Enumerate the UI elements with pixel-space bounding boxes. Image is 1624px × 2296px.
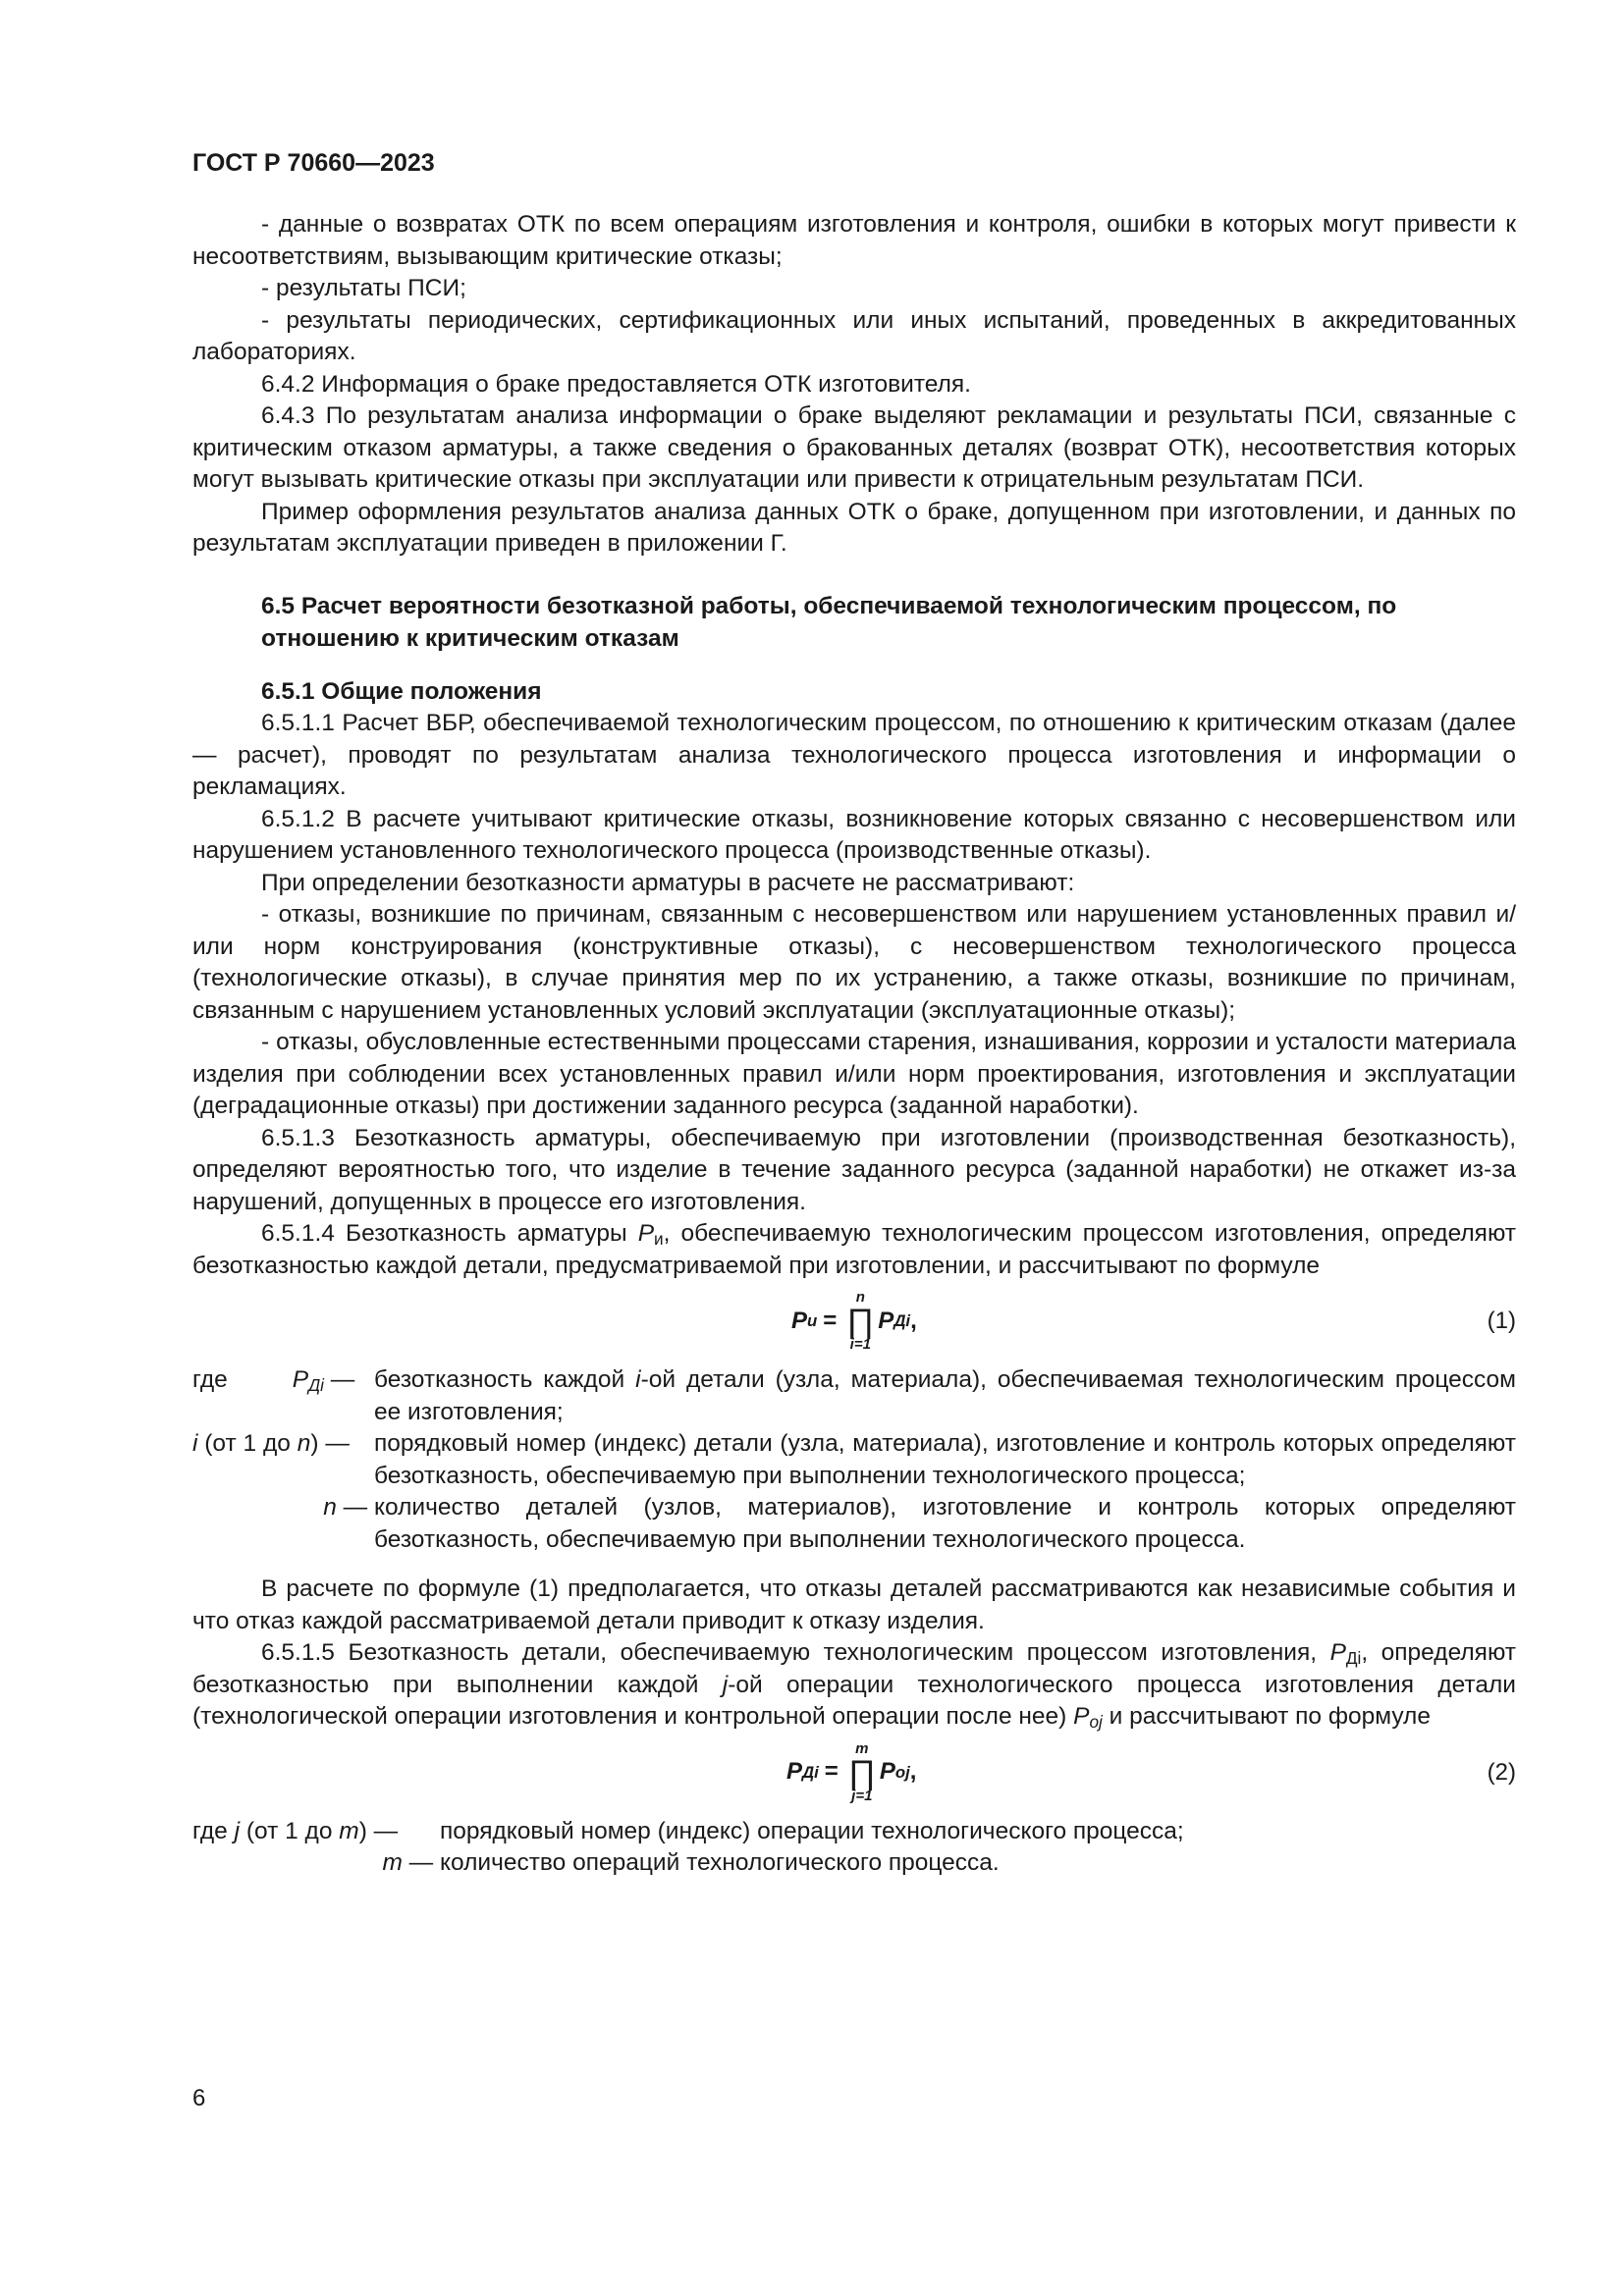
symbol-subscript: и bbox=[654, 1229, 664, 1249]
product-upper-limit: n bbox=[855, 1289, 865, 1306]
paragraph bbox=[192, 1218, 1516, 1282]
formula-1 bbox=[192, 1282, 1516, 1361]
section-heading: 6.5 Расчет вероятности безотказной работы, обеспечиваемой технологическим процессом, по отношению к критическим отказам bbox=[261, 592, 1397, 652]
symbol: n bbox=[323, 1494, 337, 1521]
where-text-part: безотказность каждой bbox=[374, 1366, 636, 1393]
dash: — bbox=[336, 1494, 374, 1521]
dash: — bbox=[318, 1430, 356, 1457]
formula-number: (2) bbox=[1487, 1758, 1516, 1786]
symbol: P bbox=[637, 1220, 655, 1247]
product-lower-limit: j=1 bbox=[851, 1787, 873, 1804]
list-item: - данные о возвратах ОТК по всем операциям изготовления и контроля, ошибки в которых могут привести к несоответствиям, вызывающим критические отказы; bbox=[192, 211, 1516, 270]
where-text: количество деталей (узлов, материалов), изготовление и контроль которых определяют безотказность, обеспечиваемую при выполнении технологического процесса. bbox=[374, 1494, 1516, 1553]
symbol: P bbox=[1073, 1703, 1090, 1730]
symbol: n bbox=[297, 1430, 311, 1457]
where-label bbox=[192, 1847, 440, 1880]
where-text bbox=[374, 1364, 1516, 1428]
list-item: - результаты ПСИ; bbox=[261, 275, 466, 301]
formula-expression: P и = n ∏ i=1 P Дi , bbox=[791, 1289, 917, 1353]
paragraph: 6.4.3 По результатам анализа информации о браке выделяют рекламации и результаты ПСИ, связанные с критическим отказом арматуры, а также сведения о бракованных деталях (возврат ОТК), несоответствия которых могут вызывать критические отказы при эксплуатации или привести к отрицательным результатам ПСИ. bbox=[192, 402, 1516, 493]
where-text: порядковый номер (индекс) детали (узла, материала), изготовление и контроль которых определяют безотказность, обеспечиваемую при выполнении технологического процесса; bbox=[374, 1430, 1516, 1489]
range-text: ) bbox=[358, 1817, 367, 1844]
page-number: 6 bbox=[192, 2085, 206, 2111]
where-text-part: -ой детали (узла, материала), обеспечиваемая технологическим процессом ее изготовления; bbox=[374, 1366, 1516, 1425]
formula-comma: , bbox=[910, 1307, 917, 1334]
where-label bbox=[192, 1492, 374, 1524]
symbol: P bbox=[292, 1366, 309, 1393]
symbol: i bbox=[192, 1430, 198, 1457]
symbol: j bbox=[722, 1671, 729, 1698]
where-word: где bbox=[192, 1817, 235, 1844]
paragraph-text: и рассчитывают по формуле bbox=[1102, 1703, 1431, 1730]
where-row bbox=[192, 1492, 1516, 1556]
list-item: - отказы, обусловленные естественными процессами старения, изнашивания, коррозии и усталости материала изделия при соблюдении всех установленных правил и/или норм проектирования, изготовления и эксплуатации (деградационные отказы) при достижении заданного ресурса (заданной наработки). bbox=[192, 1029, 1516, 1119]
paragraph-text: 6.5.1.4 Безотказность арматуры bbox=[261, 1220, 638, 1247]
paragraph: 6.5.1.1 Расчет ВБР, обеспечиваемой технологическим процессом, по отношению к критическим отказам (далее — расчет), проводят по результатам анализа технологического процесса изготовления и информации о рекламациях. bbox=[192, 710, 1516, 800]
list-item: - результаты периодических, сертификационных или иных испытаний, проведенных в аккредитованных лабораториях. bbox=[192, 306, 1516, 365]
equals-sign: = bbox=[823, 1307, 838, 1334]
equals-sign: = bbox=[824, 1758, 839, 1786]
symbol: m bbox=[382, 1849, 403, 1876]
paragraph-text: -ой операции технологического процесса изготовления детали (технологической операции изготовления и контрольной операции после нее) bbox=[192, 1671, 1516, 1730]
symbol: j bbox=[234, 1817, 241, 1844]
symbol: i bbox=[635, 1366, 641, 1393]
symbol-subscript: Дi bbox=[1345, 1648, 1362, 1668]
symbol-subscript: Дi bbox=[308, 1375, 324, 1395]
symbol: P bbox=[1329, 1639, 1346, 1666]
product-operator bbox=[846, 1290, 874, 1353]
symbol-subscript: oj bbox=[1089, 1712, 1103, 1732]
range-text: ) bbox=[310, 1430, 319, 1457]
formula-number: (1) bbox=[1487, 1308, 1516, 1334]
where-label bbox=[192, 1816, 440, 1848]
where-row bbox=[192, 1428, 1516, 1492]
formula-expression: P Дi = m ∏ j=1 P oj , bbox=[786, 1739, 917, 1804]
paragraph: Пример оформления результатов анализа данных ОТК о браке, допущенном при изготовлении, и данных по результатам эксплуатации приведен в приложении Г. bbox=[192, 498, 1516, 557]
dash: — bbox=[402, 1849, 440, 1876]
document-header: ГОСТ Р 70660—2023 bbox=[192, 149, 435, 177]
range-text: (от 1 до bbox=[240, 1817, 340, 1844]
paragraph-text: , определяют безотказностью при выполнении каждой bbox=[192, 1639, 1516, 1698]
paragraph: В расчете по формуле (1) предполагается, что отказы деталей рассматриваются как независимые события и что отказ каждой рассматриваемой детали приводит к отказу изделия. bbox=[192, 1575, 1516, 1634]
where-word: где bbox=[192, 1366, 228, 1393]
paragraph: 6.5.1.2 В расчете учитывают критические отказы, возникновение которых связанно с несовершенством или нарушением установленного технологического процесса (производственные отказы). bbox=[192, 805, 1516, 864]
range-text: (от 1 до bbox=[197, 1430, 298, 1457]
where-row bbox=[192, 1364, 1516, 1428]
symbol: m bbox=[339, 1817, 359, 1844]
product-lower-limit: i=1 bbox=[849, 1336, 871, 1353]
dash: — bbox=[324, 1366, 362, 1393]
paragraph: 6.5.1.3 Безотказность арматуры, обеспечиваемую при изготовлении (производственная безотказность), определяют вероятностью того, что изделие в течение заданного ресурса (заданной наработки) не откажет из-за нарушений, допущенных в процессе его изготовления. bbox=[192, 1124, 1516, 1215]
product-symbol: ∏ bbox=[846, 1303, 875, 1340]
subsection-heading: 6.5.1 Общие положения bbox=[261, 677, 542, 705]
list-item: - отказы, возникшие по причинам, связанным с несовершенством или нарушением установленных правил и/или норм конструирования (конструктивные отказы), с несовершенством технологического процесса (технологические отказы), в случае принятия мер по их устранению, а также отказы, возникшие по причинам, связанным с нарушением установленных условий эксплуатации (эксплуатационные отказы); bbox=[192, 901, 1516, 1024]
where-row bbox=[192, 1847, 1516, 1880]
formula-2 bbox=[192, 1734, 1516, 1812]
formula-comma: , bbox=[909, 1758, 917, 1786]
product-operator bbox=[848, 1741, 876, 1804]
paragraph bbox=[192, 1637, 1516, 1734]
where-text: порядковый номер (индекс) операции технологического процесса; bbox=[440, 1817, 1184, 1844]
paragraph-text: 6.5.1.5 Безотказность детали, обеспечиваемую технологическим процессом изготовления, bbox=[261, 1639, 1330, 1666]
formula-lhs: P bbox=[786, 1758, 803, 1786]
dash: — bbox=[366, 1817, 405, 1844]
paragraph: 6.4.2 Информация о браке предоставляется ОТК изготовителя. bbox=[261, 370, 971, 398]
formula-rhs: P bbox=[878, 1307, 894, 1334]
formula-lhs: P bbox=[791, 1307, 808, 1334]
formula-rhs: P bbox=[879, 1758, 895, 1786]
document-page bbox=[192, 147, 1516, 1880]
paragraph-text: , обеспечиваемую технологическим процессом изготовления, определяют безотказностью каждой детали, предусматриваемой при изготовлении, и рассчитывают по формуле bbox=[192, 1220, 1517, 1279]
product-symbol: ∏ bbox=[847, 1753, 876, 1791]
where-label bbox=[192, 1364, 374, 1397]
where-label bbox=[192, 1428, 374, 1461]
paragraph: При определении безотказности арматуры в расчете не рассматривают: bbox=[261, 869, 1075, 896]
where-row bbox=[192, 1816, 1516, 1848]
product-upper-limit: m bbox=[855, 1739, 869, 1757]
where-text: количество операций технологического процесса. bbox=[440, 1849, 1000, 1876]
